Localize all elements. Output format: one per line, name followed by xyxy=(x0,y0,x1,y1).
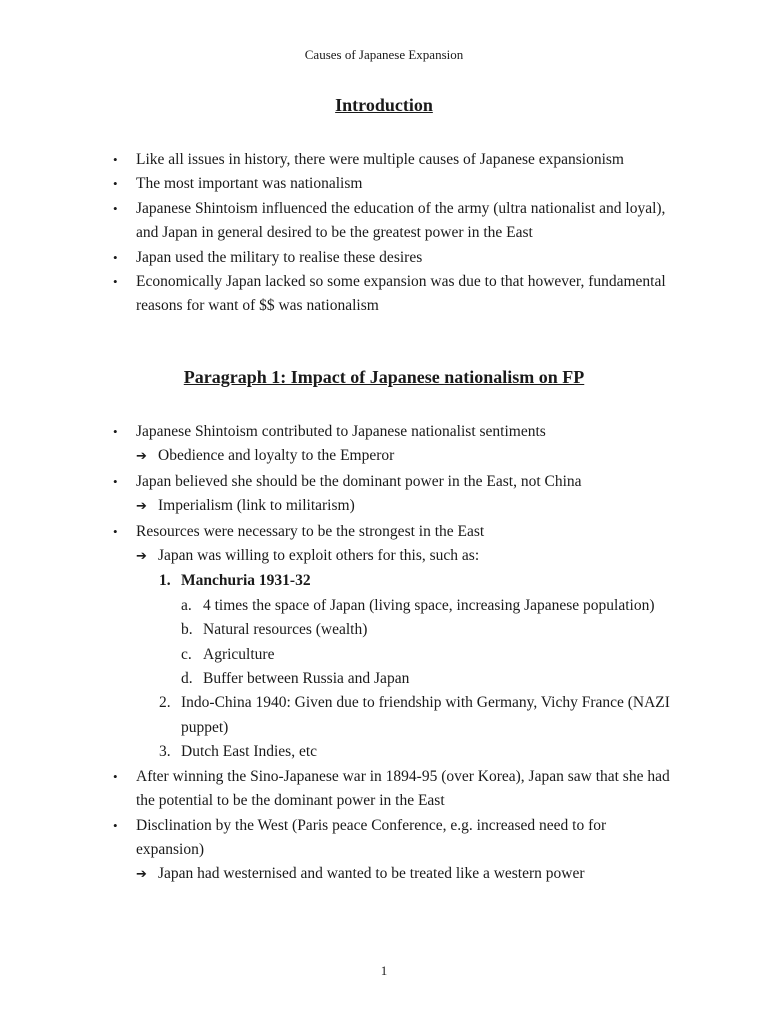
list-item xyxy=(0,246,768,270)
lettered-item xyxy=(181,594,678,618)
item-letter: a. xyxy=(181,596,192,614)
item-letter: d. xyxy=(181,670,193,688)
item-number: 1. xyxy=(159,572,171,590)
arrow-note xyxy=(136,862,678,887)
arrow-note-text: Japan was willing to exploit others for this, such as: xyxy=(158,547,480,565)
introduction-heading: Introduction xyxy=(335,95,433,115)
lettered-item xyxy=(181,618,678,642)
bullet-text: After winning the Sino-Japanese war in 1894-95 (over Korea), Japan saw that she had the potential to be the dominant power in the East xyxy=(136,767,670,810)
examples-numbered-list xyxy=(136,569,678,764)
running-header: Causes of Japanese Expansion xyxy=(304,47,464,62)
bullet-text: Japanese Shintoism contributed to Japanese nationalist sentiments xyxy=(136,423,546,440)
bullet-text: Japan believed she should be the dominant power in the East, not China xyxy=(136,472,582,490)
arrow-note-text: Obedience and loyalty to the Emperor xyxy=(158,447,395,465)
arrow-right-icon: ➔ xyxy=(136,449,147,465)
numbered-item xyxy=(136,691,678,740)
bullet-icon: • xyxy=(113,768,118,784)
arrow-note xyxy=(136,444,678,469)
numbered-item xyxy=(136,569,678,691)
numbered-item xyxy=(136,740,678,764)
arrow-right-icon: ➔ xyxy=(136,549,147,565)
item-number: 3. xyxy=(159,743,171,761)
lettered-item-text: Agriculture xyxy=(203,645,275,663)
lettered-item-text: Natural resources (wealth) xyxy=(203,621,368,639)
introduction-bullet-list xyxy=(0,148,768,319)
list-item xyxy=(0,814,768,888)
numbered-item-text: Dutch East Indies, etc xyxy=(181,743,318,761)
bullet-text: Resources were necessary to be the strongest in the East xyxy=(136,522,485,540)
lettered-item xyxy=(181,667,678,691)
bullet-text: Disclination by the West (Paris peace Conference, e.g. increased need to for expansion) xyxy=(136,816,607,858)
bullet-text: Economically Japan lacked so some expansion was due to that however, fundamental reasons for want of $$ was nationalism xyxy=(136,273,666,315)
lettered-item-text: Buffer between Russia and Japan xyxy=(203,670,410,688)
list-item xyxy=(0,470,768,520)
arrow-right-icon: ➔ xyxy=(136,499,147,515)
paragraph1-bullet-list xyxy=(0,420,768,888)
list-item xyxy=(0,270,768,319)
list-item xyxy=(0,765,768,814)
list-item xyxy=(0,148,768,172)
arrow-note-text: Imperialism (link to militarism) xyxy=(158,497,355,515)
item-letter: b. xyxy=(181,621,193,639)
lettered-item xyxy=(181,643,678,667)
arrow-note-text: Japan had westernised and wanted to be treated like a western power xyxy=(158,865,585,883)
bullet-text: Like all issues in history, there were multiple causes of Japanese expansionism xyxy=(136,151,624,168)
bullet-icon: • xyxy=(113,200,118,216)
list-item xyxy=(0,172,768,196)
arrow-right-icon: ➔ xyxy=(136,867,147,883)
item-number: 2. xyxy=(159,694,171,712)
page-number: 1 xyxy=(380,963,388,978)
list-item xyxy=(0,520,768,765)
bullet-icon: • xyxy=(113,424,118,439)
numbered-item-text: Manchuria 1931-32 xyxy=(181,572,311,590)
bullet-text: The most important was nationalism xyxy=(136,175,363,193)
lettered-item-text: 4 times the space of Japan (living space, increasing Japanese population) xyxy=(203,596,655,614)
bullet-icon: • xyxy=(113,152,118,167)
list-item xyxy=(0,197,768,246)
bullet-icon: • xyxy=(113,176,118,192)
sub-lettered-list xyxy=(181,594,678,692)
bullet-text: Japanese Shintoism influenced the education of the army (ultra nationalist and loyal), and Japan in general desired to be the greatest power in the East xyxy=(136,199,666,242)
bullet-icon: • xyxy=(113,473,118,489)
bullet-icon: • xyxy=(113,817,118,833)
item-letter: c. xyxy=(181,645,192,663)
arrow-note xyxy=(136,544,678,569)
numbered-item-text: Indo-China 1940: Given due to friendship with Germany, Vichy France (NAZI puppet) xyxy=(181,694,670,736)
bullet-text: Japan used the military to realise these desires xyxy=(136,248,423,266)
bullet-icon: • xyxy=(113,274,118,290)
arrow-note xyxy=(136,494,678,519)
list-item xyxy=(0,420,768,470)
bullet-icon: • xyxy=(113,249,118,265)
bullet-icon: • xyxy=(113,523,118,539)
paragraph1-heading: Paragraph 1: Impact of Japanese nationalism on FP xyxy=(183,367,585,387)
